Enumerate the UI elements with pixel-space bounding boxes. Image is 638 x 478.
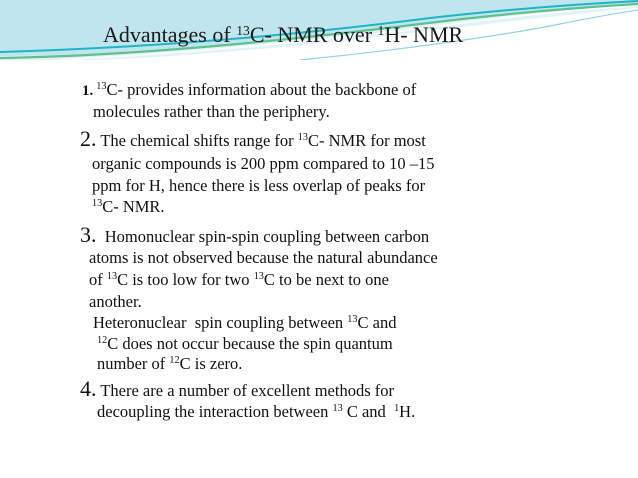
superscript: 13 bbox=[96, 81, 107, 93]
point-2-line-2: organic compounds is 200 ppm compared to 10 –15 bbox=[92, 154, 435, 173]
point-2-number: 2. bbox=[80, 126, 97, 151]
point-4-number: 4. bbox=[80, 376, 97, 401]
point-text: C- NMR. bbox=[102, 197, 165, 216]
point-1-line-2: molecules rather than the periphery. bbox=[93, 102, 330, 121]
point-text: Heteronuclear spin coupling between bbox=[93, 313, 348, 332]
point-2-line-3: ppm for H, hence there is less overlap of peaks for bbox=[92, 176, 426, 195]
point-1-number: 1. bbox=[82, 83, 94, 99]
point-text: Homonuclear spin-spin coupling between carbon bbox=[96, 227, 430, 246]
point-text: There are a number of excellent methods for bbox=[96, 381, 394, 400]
point-2-line-4 bbox=[92, 197, 165, 217]
point-text: of bbox=[89, 270, 107, 289]
superscript: 13 bbox=[297, 132, 309, 144]
title-text-prefix: Advantages of bbox=[103, 22, 237, 47]
superscript: 12 bbox=[97, 335, 108, 347]
point-text: C to be next to one bbox=[263, 270, 390, 289]
point-3-line-1 bbox=[80, 222, 429, 248]
point-text: The chemical shifts range for bbox=[96, 131, 298, 150]
title-superscript-13: 13 bbox=[236, 22, 250, 38]
point-4-line-1 bbox=[80, 376, 394, 402]
title-text-middle: C- NMR over bbox=[249, 22, 378, 47]
point-3-line-2: atoms is not observed because the natural abundance bbox=[89, 248, 438, 267]
superscript: 12 bbox=[169, 355, 180, 367]
superscript: 1 bbox=[394, 403, 400, 415]
superscript: 13 bbox=[332, 403, 343, 415]
point-4-line-2 bbox=[97, 402, 415, 422]
point-3-line-4: another. bbox=[89, 292, 142, 311]
superscript: 13 bbox=[106, 271, 118, 283]
superscript: 13 bbox=[92, 198, 103, 210]
point-text: C and bbox=[342, 402, 395, 421]
point-text: C and bbox=[357, 313, 397, 332]
point-3-number: 3. bbox=[80, 222, 97, 247]
point-text: C- provides information about the backbone of bbox=[106, 80, 417, 99]
superscript: 13 bbox=[347, 314, 358, 326]
point-text: H. bbox=[399, 402, 416, 421]
title-superscript-1: 1 bbox=[377, 22, 385, 38]
point-text: number of bbox=[97, 354, 170, 373]
point-3-line-3 bbox=[89, 270, 389, 290]
point-text: decoupling the interaction between bbox=[97, 402, 333, 421]
point-3-line-6 bbox=[97, 334, 393, 354]
point-text: C- NMR for most bbox=[308, 131, 426, 150]
point-2-line-1 bbox=[80, 126, 426, 152]
slide-title bbox=[103, 22, 463, 48]
point-1-line-1 bbox=[82, 80, 416, 100]
superscript: 13 bbox=[253, 271, 264, 283]
title-text-suffix: H- NMR bbox=[384, 22, 464, 47]
point-text: C is too low for two bbox=[117, 270, 254, 289]
point-3-line-5 bbox=[93, 313, 396, 333]
point-3-line-7 bbox=[97, 354, 242, 374]
point-text: C does not occur because the spin quantum bbox=[107, 334, 393, 353]
point-text: C is zero. bbox=[179, 354, 243, 373]
